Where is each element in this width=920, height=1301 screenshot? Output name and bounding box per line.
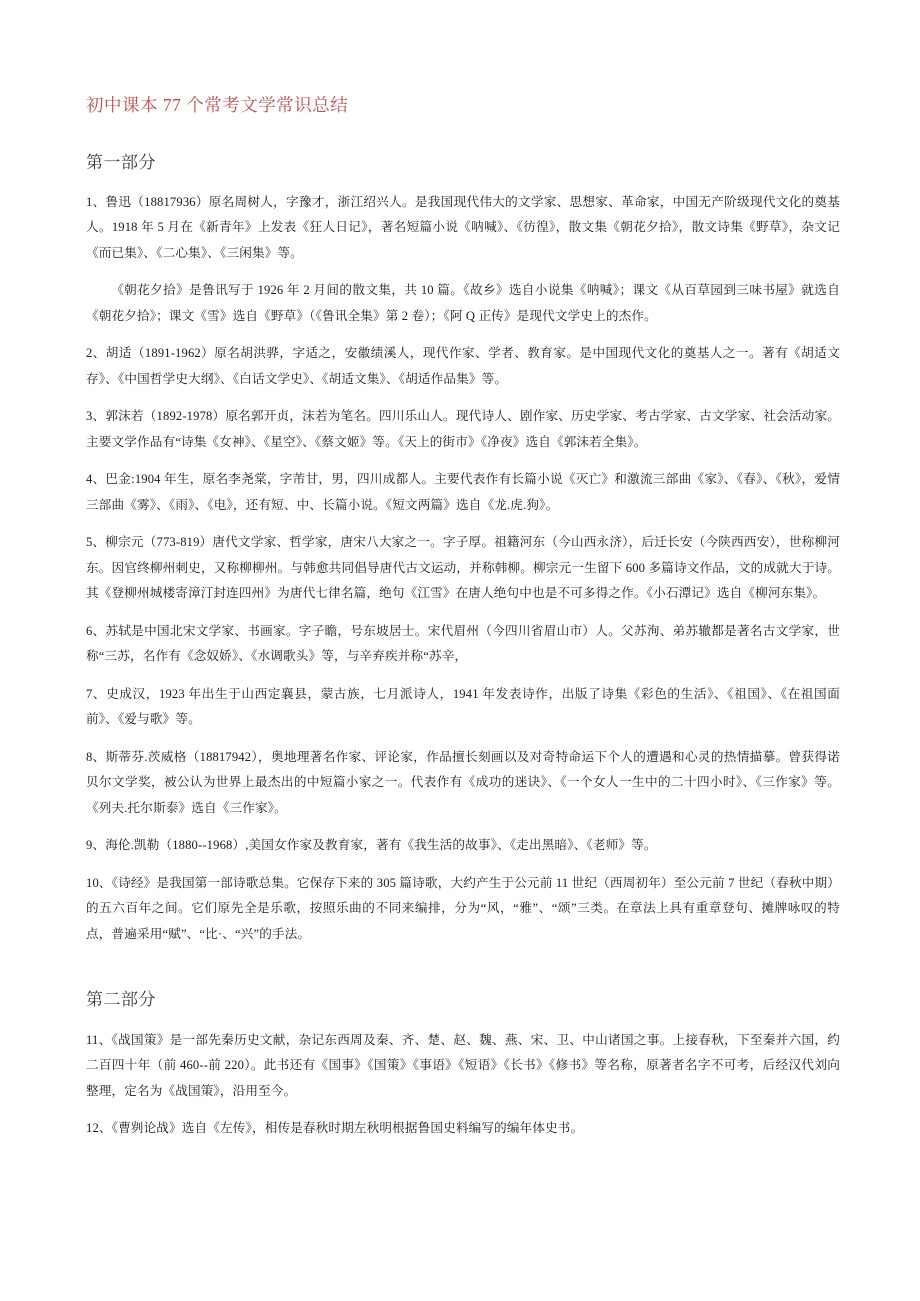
paragraph: 5、柳宗元（773-819）唐代文学家、哲学家，唐宋八大家之一。字子厚。祖籍河东（今山西永济），后迁长安（今陕西西安），世称柳河东。因官终柳州刺史，又称柳柳州。与韩愈共同倡导唐代古文运动，并称韩柳。柳宗元一生留下 600 多篇诗文作品，文的成就大于诗。其《登柳州城楼寄漳汀封连四州》为唐代七律名篇，绝句《江雪》在唐人绝句中也是不可多得之作。《小石潭记》选自《柳河东集》。 <box>86 535 840 601</box>
paragraph: 10、《诗经》是我国第一部诗歌总集。它保存下来的 305 篇诗歌，大约产生于公元前 11 世纪（西周初年）至公元前 7 世纪（春秋中期）的五六百年之间。它们原先全是乐歌，按照乐曲的不同来编排，分为“风，“雅”、“颂”三类。在章法上具有重章登句、摊牌咏叹的特点，普遍采用“赋”、“比·、“兴”的手法。 <box>86 875 840 941</box>
paragraph: 9、海伦.凯勒（1880--1968）,美国女作家及教育家，著有《我生活的故事》、《走出黑暗》、《老师》等。 <box>86 838 657 853</box>
section-heading-part-one: 第一部分 <box>86 153 156 173</box>
paragraph: 7、史成汉，1923 年出生于山西定襄县，蒙古族，七月派诗人，1941 年发表诗作，出版了诗集《彩色的生活》、《祖国》、《在祖国面前》、《爱与歌》等。 <box>86 686 840 727</box>
paragraph: 1、鲁迅（18817936）原名周树人，字豫才，浙江绍兴人。是我国现代伟大的文学家、思想家、革命家，中国无产阶级现代文化的奠基人。1918 年 5 月在《新青年》上发表《狂人日记》，著名短篇小说《呐喊》、《彷徨》，散文集《朝花夕拾》，散文诗集《野草》，杂文记《而已集》、《二心集》、《三闲集》等。 <box>86 194 840 260</box>
section-heading-part-two: 第二部分 <box>86 990 156 1010</box>
paragraph: 《朝花夕拾》是鲁讯写于 1926 年 2 月间的散文集，共 10 篇。《故乡》选自小说集《呐喊》；课文《从百草园到三味书屋》就选自《朝花夕拾》；课文《雪》选自《野草》（《鲁讯全集》第 2 卷）；《阿 Q 正传》是现代文学史上的杰作。 <box>86 283 840 323</box>
paragraph: 11、《战国策》是一部先秦历史文献，杂记东西周及秦、齐、楚、赵、魏、燕、宋、卫、中山诸国之事。上接春秋，下至秦并六国，约二百四十年（前 460--前 220）。此书还有《国事》《国策》《事语》《短语》《长书》《修书》等名称，原著者名字不可考，后经汉代刘向整理，定名为《战国策》，沿用至今。 <box>86 1032 840 1098</box>
paragraph: 4、巴金:1904 年生，原名李尧棠，字芾甘，男，四川成都人。主要代表作有长篇小说《灭亡》和激流三部曲《家》、《春》、《秋》，爱情三部曲《雾》、《雨》、《电》，还有短、中、长篇小说。《短文两篇》选自《龙.虎.狗》。 <box>86 472 840 512</box>
paragraph: 3、郭沫若（1892-1978）原名郭开贞，沫若为笔名。四川乐山人。现代诗人、剧作家、历史学家、考古学家、古文学家、社会活动家。主要文学作品有“诗集《女神》、《星空》、《蔡文姬》等。《天上的街市》《净夜》选自《郭沫若全集》。 <box>86 409 840 449</box>
paragraph: 2、胡适（1891-1962）原名胡洪骅，字适之，安徽绩溪人，现代作家、学者、教育家。是中国现代文化的奠基人之一。著有《胡适文存》、《中国哲学史大纲》、《白话文学史》、《胡适文集》、《胡适作品集》等。 <box>86 346 840 386</box>
paragraph: 12、《曹刿论战》选自《左传》，相传是春秋时期左秋明根据鲁国史料编写的编年体史书。 <box>86 1121 584 1136</box>
section-body-part-two <box>86 1028 840 1142</box>
paragraph: 6、苏轼是中国北宋文学家、书画家。字子瞻，号东坡居士。宋代眉州（今四川省眉山市）人。父苏洵、弟苏辙都是著名古文学家，世称“三苏，名作有《念奴娇》、《水调歌头》等，与辛弃疾并称“苏辛， <box>86 623 840 664</box>
page-title: 初中课本 77 个常考文学常识总结 <box>86 95 349 115</box>
paragraph: 8、斯蒂芬.茨威格（18817942），奥地理著名作家、评论家，作品擅长刻画以及对奇特命运下个人的遭遇和心灵的热情描摹。曾获得诺贝尔文学奖，被公认为世界上最杰出的中短篇小家之一。代表作有《成功的迷诀》、《一个女人一生中的二十四小时》、《三作家》等。《列夫.托尔斯泰》选自《三作家》。 <box>86 749 840 815</box>
section-body-part-one <box>86 190 840 948</box>
